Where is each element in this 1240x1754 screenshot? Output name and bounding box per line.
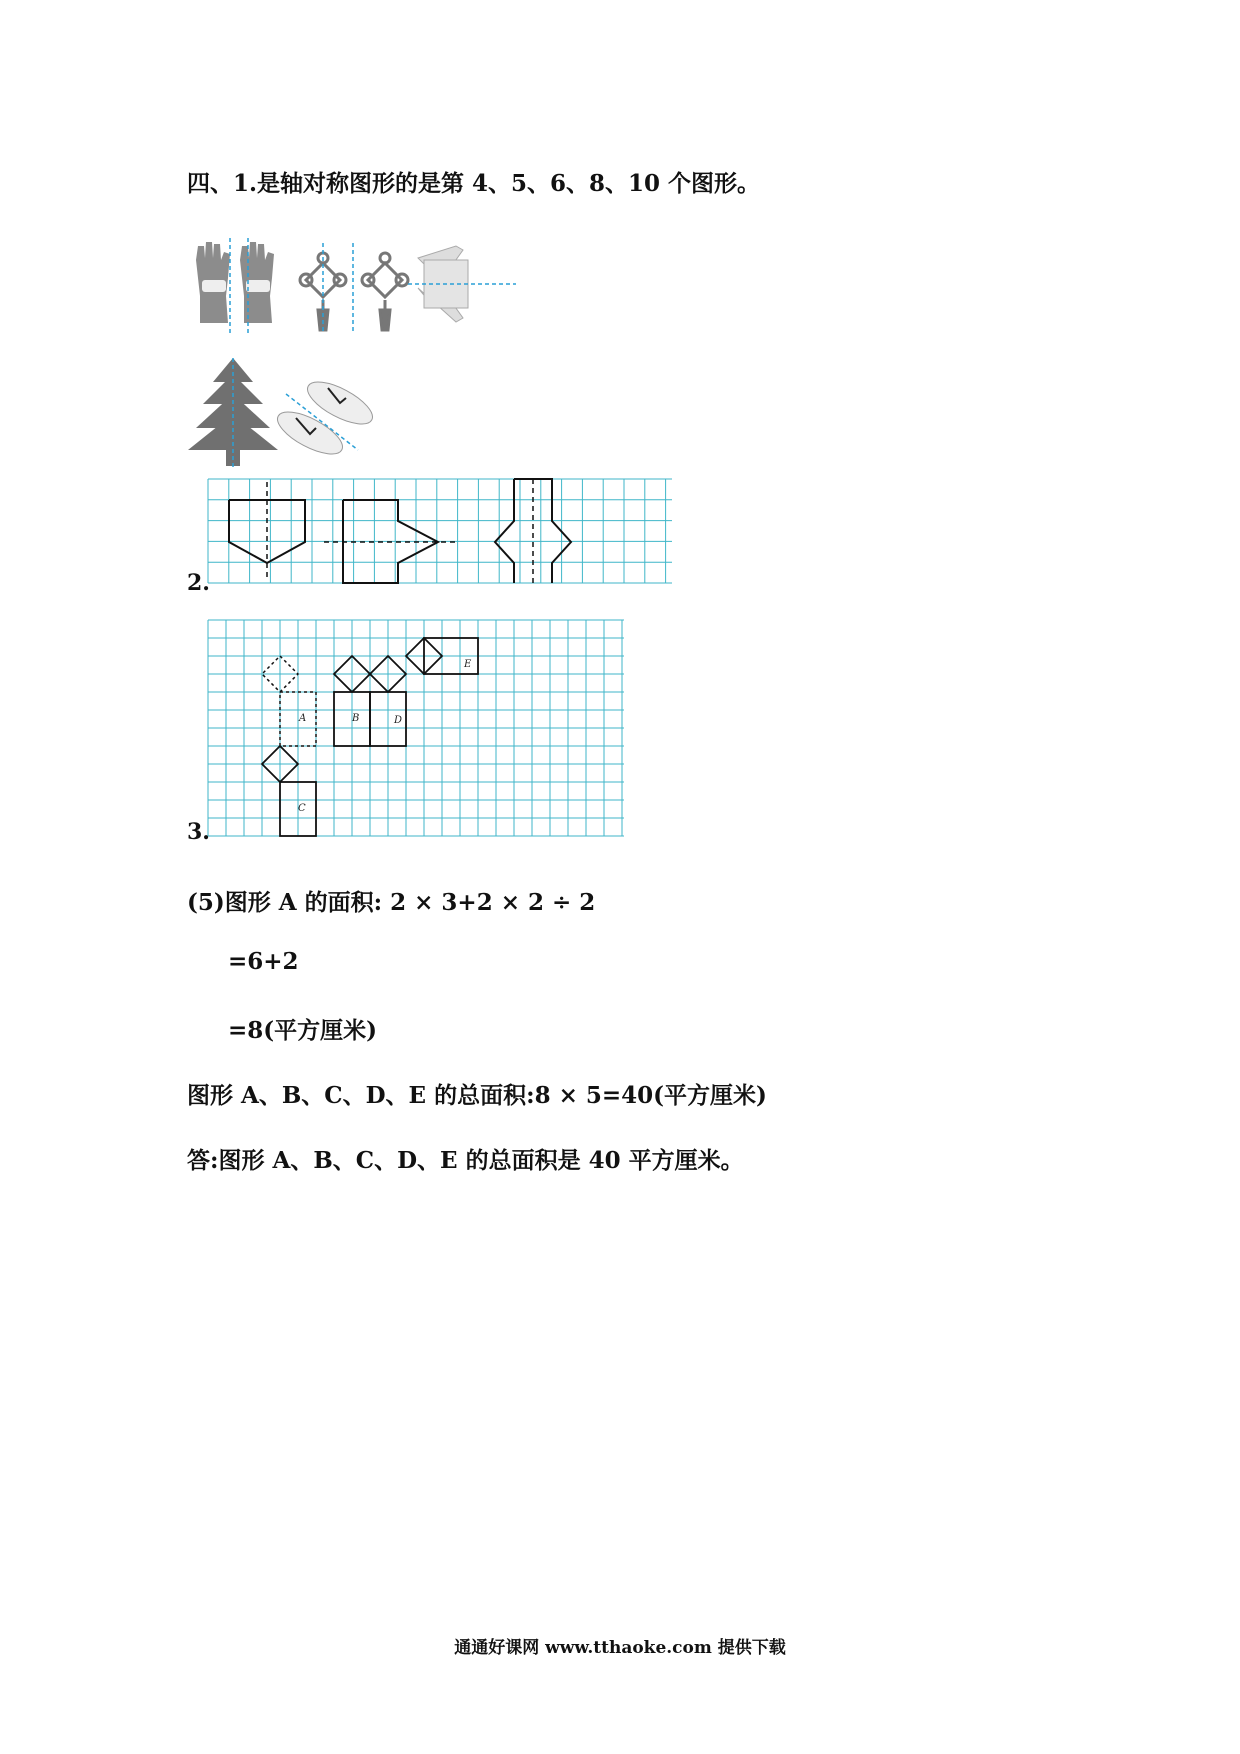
q2-tower-shape-left — [495, 479, 514, 583]
glove-right-icon — [240, 242, 274, 323]
q2-grid-figure — [208, 479, 673, 585]
slippers-icon — [272, 374, 379, 463]
q3-label-c: C — [298, 803, 306, 814]
q5-line-2: =6+2 — [228, 948, 299, 975]
q2-grid — [208, 479, 672, 583]
chinese-knot-icon-2 — [362, 253, 408, 330]
q5-answer: 答:图形 A、B、C、D、E 的总面积是 40 平方厘米。 — [187, 1147, 744, 1174]
q3-grid-figure — [208, 620, 626, 835]
q3-label-a: A — [299, 713, 307, 724]
q5-line-4: 图形 A、B、C、D、E 的总面积:8 × 5=40(平方厘米) — [187, 1082, 767, 1109]
footer-source: 通通好课网 www.tthaoke.com 提供下载 — [454, 1638, 786, 1658]
q2-tower-shape — [514, 479, 571, 583]
symmetric-figures-row-1 — [188, 238, 518, 338]
q3-grid — [208, 620, 624, 836]
glove-left-icon — [196, 242, 230, 323]
q1-heading: 四、1.是轴对称图形的是第 4、5、6、8、10 个图形。 — [187, 170, 761, 197]
q5-line-3: =8(平方厘米) — [228, 1017, 378, 1044]
q3-label-b: B — [352, 713, 360, 724]
q2-number: 2. — [187, 570, 210, 596]
q3-label-d: D — [394, 715, 403, 726]
q5-line-1: (5)图形 A 的面积: 2 × 3+2 × 2 ÷ 2 — [187, 889, 596, 916]
q3-number: 3. — [187, 819, 210, 845]
symmetric-figures-row-2 — [188, 358, 388, 468]
q3-label-e: E — [464, 659, 472, 670]
